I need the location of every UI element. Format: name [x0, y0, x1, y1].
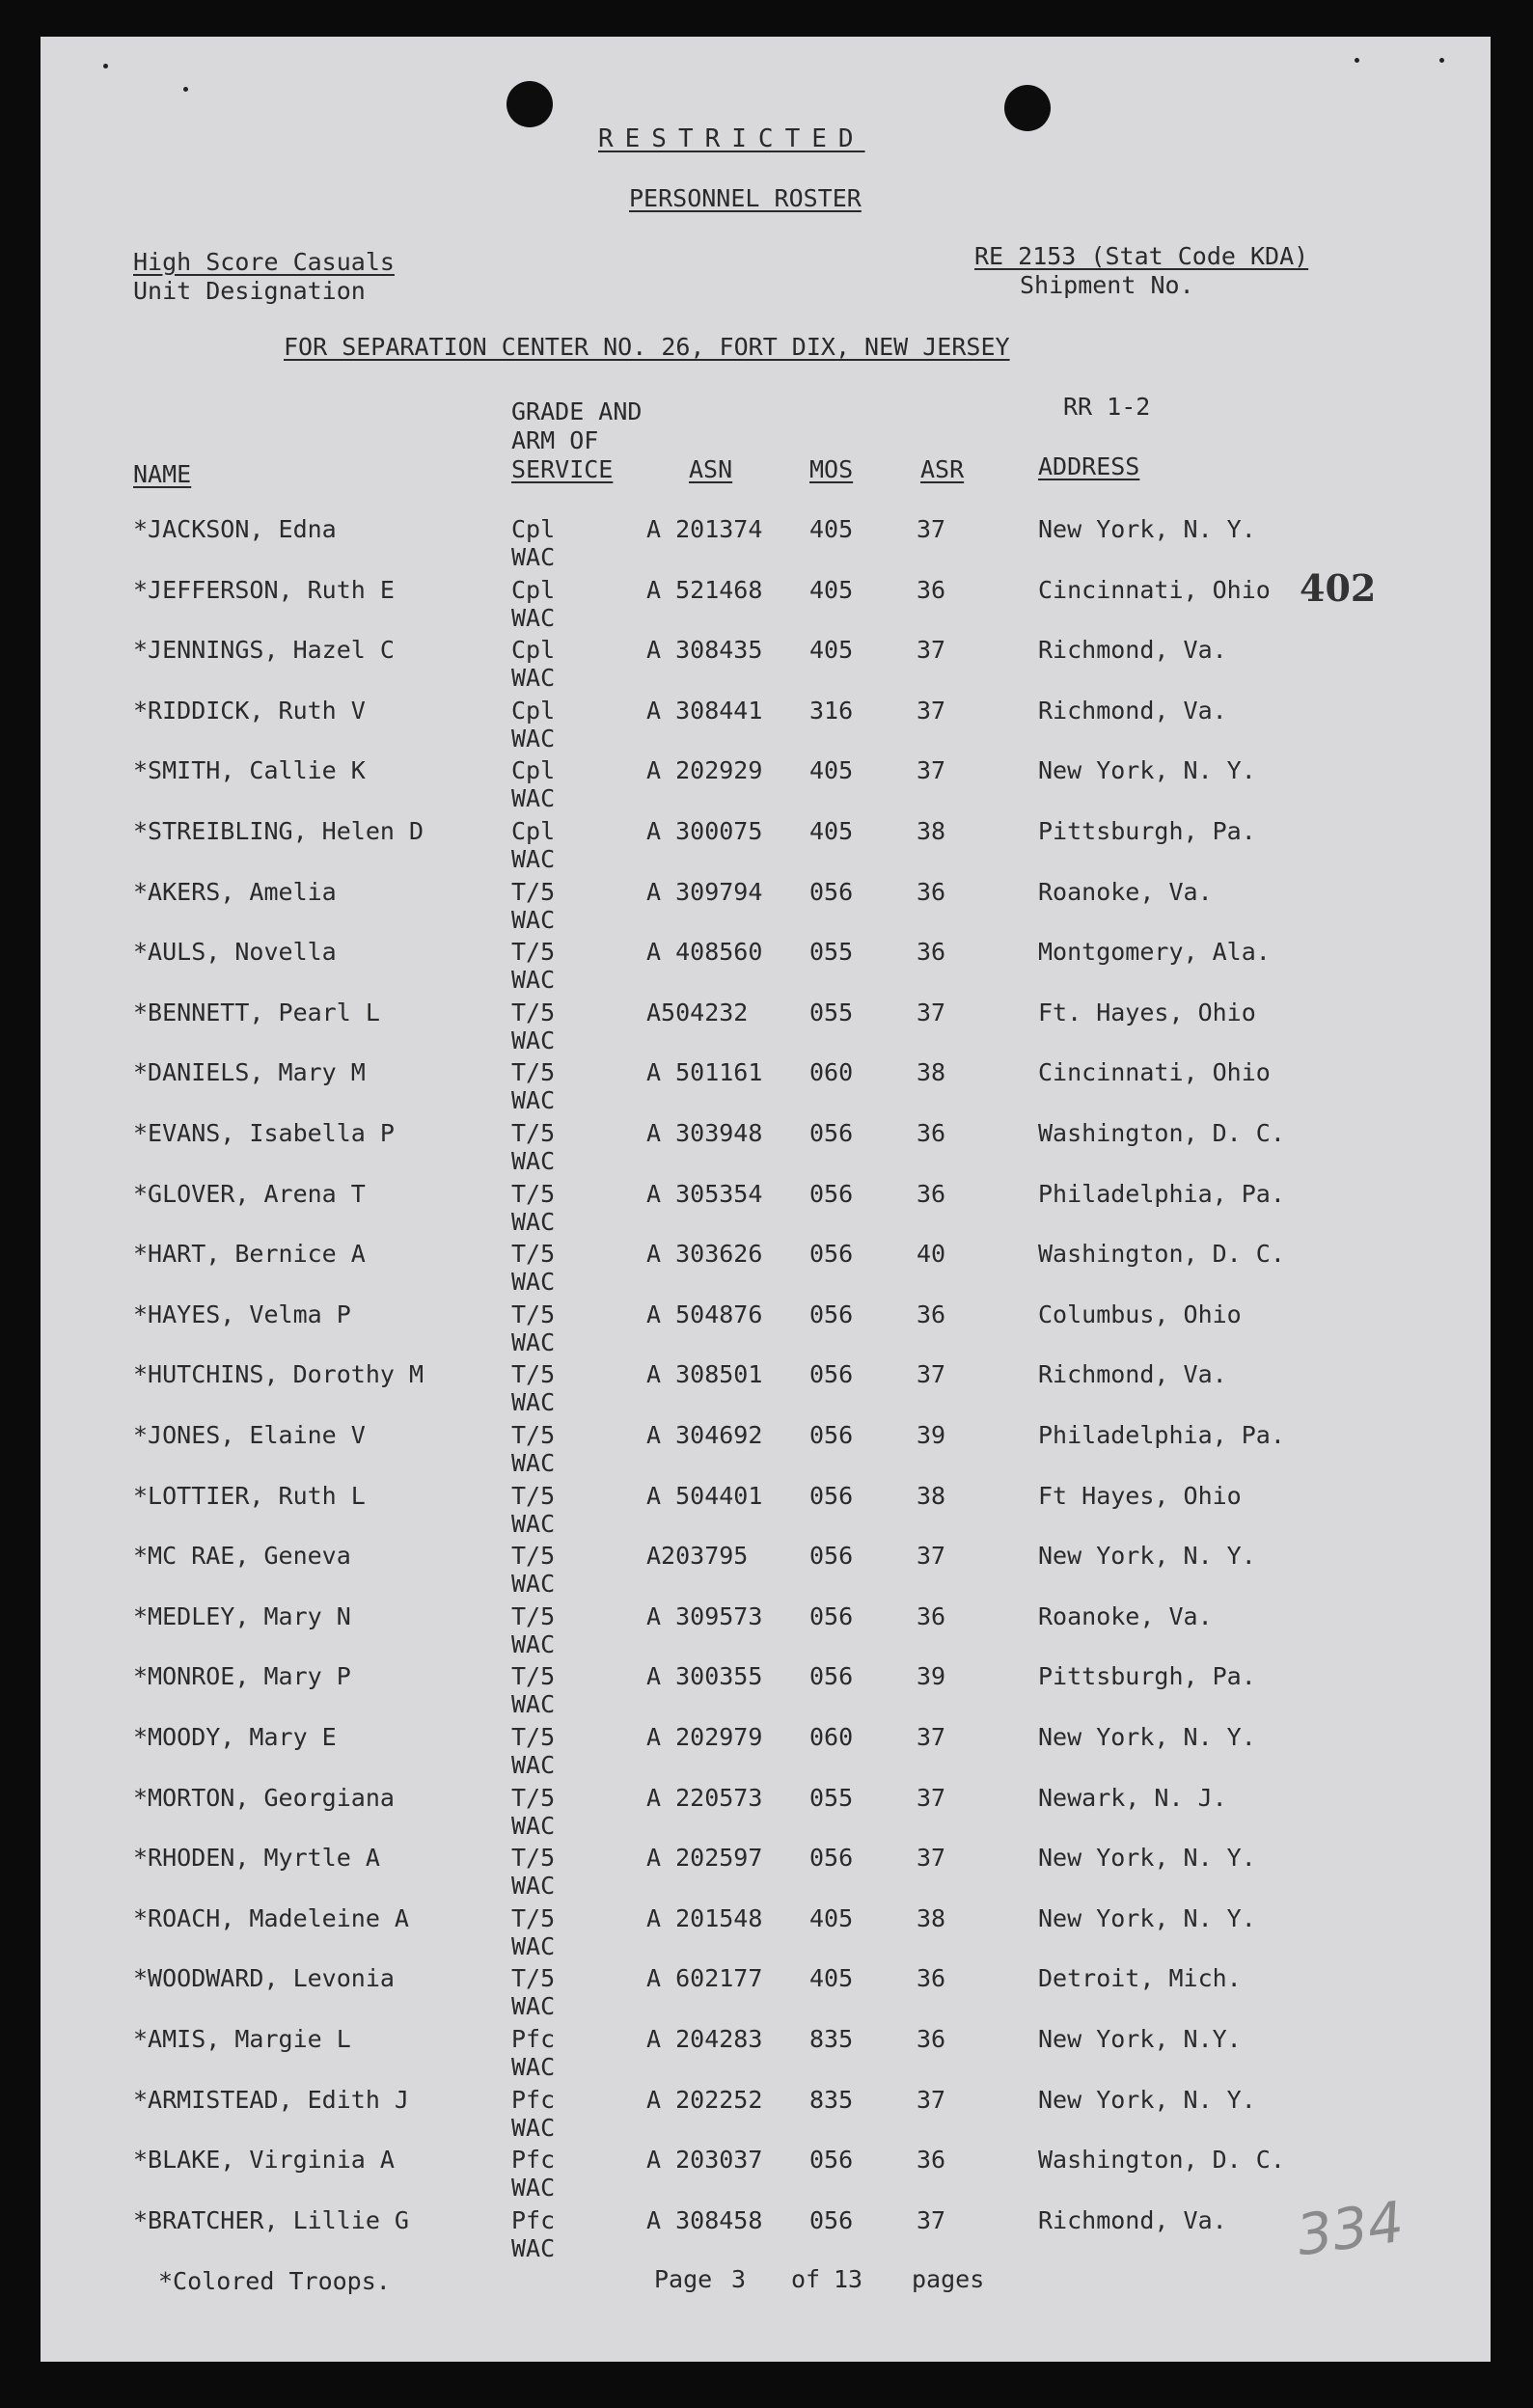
roster-grade: Cpl — [511, 636, 556, 665]
roster-grade: T/5 — [511, 1300, 556, 1328]
roster-address: Newark, N. J. — [1038, 1783, 1227, 1812]
table-row — [41, 566, 1491, 637]
table-row — [41, 1543, 1491, 1602]
roster-mos: 056 — [809, 1481, 854, 1510]
roster-arm-of-service: WAC — [511, 1570, 556, 1599]
roster-address: Roanoke, Va. — [1038, 1601, 1213, 1630]
footnote: *Colored Troops. — [158, 2267, 391, 2295]
column-asn: ASN — [689, 455, 733, 483]
roster-mos: 056 — [809, 1240, 854, 1269]
roster-mos: 056 — [809, 1119, 854, 1147]
roster-asn: A 408560 — [646, 938, 763, 967]
roster-mos: 056 — [809, 1601, 854, 1630]
roster-name: *AULS, Novella — [133, 938, 337, 967]
roster-asr: 36 — [917, 2146, 946, 2175]
roster-name: *HAYES, Velma P — [133, 1300, 351, 1328]
table-row — [41, 1059, 1491, 1119]
roster-arm-of-service: WAC — [511, 1026, 556, 1054]
roster-asr: 36 — [917, 2025, 946, 2053]
speck — [103, 64, 108, 68]
roster-asn: A 202252 — [646, 2085, 763, 2114]
roster-asn: A 202597 — [646, 1844, 763, 1873]
roster-asn: A 501161 — [646, 1058, 763, 1087]
roster-asr: 37 — [917, 2085, 946, 2114]
roster-address: Richmond, Va. — [1038, 696, 1227, 725]
roster-asn: A 309573 — [646, 1601, 763, 1630]
destination-line: FOR SEPARATION CENTER NO. 26, FORT DIX, NEW JERSEY — [284, 333, 1010, 361]
roster-address: New York, N.Y. — [1038, 2025, 1242, 2053]
roster-asn: A 201374 — [646, 515, 763, 543]
roster-asn: A 308501 — [646, 1360, 763, 1389]
roster-asr: 37 — [917, 1360, 946, 1389]
roster-mos: 056 — [809, 2146, 854, 2175]
roster-address: New York, N. Y. — [1038, 515, 1256, 543]
roster-mos: 405 — [809, 636, 854, 665]
roster-mos: 835 — [809, 2085, 854, 2114]
table-row — [41, 1483, 1491, 1543]
roster-grade: T/5 — [511, 1360, 556, 1389]
speck — [1439, 58, 1444, 63]
roster-mos: 056 — [809, 1662, 854, 1691]
roster-mos: 056 — [809, 1360, 854, 1389]
page-number: 3 — [731, 2265, 747, 2293]
roster-arm-of-service: WAC — [511, 2053, 556, 2081]
roster-asr: 37 — [917, 756, 946, 785]
roster-asn: A 308458 — [646, 2205, 763, 2234]
roster-arm-of-service: WAC — [511, 966, 556, 995]
roster-grade: T/5 — [511, 1481, 556, 1510]
roster-asn: A 220573 — [646, 1783, 763, 1812]
speck — [183, 87, 188, 92]
roster-asr: 37 — [917, 1542, 946, 1571]
of-word: of — [791, 2265, 821, 2293]
table-row — [41, 1965, 1491, 2025]
roster-arm-of-service: WAC — [511, 724, 556, 752]
roster-address: Ft. Hayes, Ohio — [1038, 998, 1256, 1026]
table-row — [41, 1663, 1491, 1723]
roster-grade: Pfc — [511, 2085, 556, 2114]
table-row — [41, 1905, 1491, 1965]
table-row — [41, 879, 1491, 939]
roster-address: New York, N. Y. — [1038, 1903, 1256, 1932]
roster-grade: T/5 — [511, 1119, 556, 1147]
roster-name: *SMITH, Callie K — [133, 756, 366, 785]
roster-grade: T/5 — [511, 1723, 556, 1751]
table-row — [41, 2147, 1491, 2206]
roster-asr: 37 — [917, 1844, 946, 1873]
roster-asn: A203795 — [646, 1542, 749, 1571]
roster-address: Richmond, Va. — [1038, 1360, 1227, 1389]
roster-address: Ft Hayes, Ohio — [1038, 1481, 1242, 1510]
page-word: Page — [654, 2265, 713, 2293]
roster-asn: A 304692 — [646, 1421, 763, 1449]
roster-arm-of-service: WAC — [511, 1147, 556, 1175]
roster-name: *LOTTIER, Ruth L — [133, 1481, 366, 1510]
roster-name: *DANIELS, Mary M — [133, 1058, 366, 1087]
unit-name: High Score Casuals — [133, 248, 395, 276]
roster-grade: Cpl — [511, 817, 556, 845]
roster-name: *EVANS, Isabella P — [133, 1119, 395, 1147]
roster-name: *MEDLEY, Mary N — [133, 1601, 351, 1630]
roster-name: *GLOVER, Arena T — [133, 1179, 366, 1208]
roster-asn: A 204283 — [646, 2025, 763, 2053]
roster-address: New York, N. Y. — [1038, 2085, 1256, 2114]
roster-arm-of-service: WAC — [511, 543, 556, 571]
roster-arm-of-service: WAC — [511, 664, 556, 693]
roster-address: Pittsburgh, Pa. — [1038, 1662, 1256, 1691]
roster-title: PERSONNEL ROSTER — [629, 184, 862, 212]
roster-arm-of-service: WAC — [511, 1327, 556, 1356]
roster-mos: 055 — [809, 1783, 854, 1812]
table-row — [41, 1241, 1491, 1300]
roster-address: Roanoke, Va. — [1038, 877, 1213, 906]
roster-address: Cincinnati, Ohio — [1038, 1058, 1271, 1087]
roster-mos: 405 — [809, 575, 854, 604]
roster-grade: T/5 — [511, 1421, 556, 1449]
roster-arm-of-service: WAC — [511, 1690, 556, 1719]
roster-address: New York, N. Y. — [1038, 1542, 1256, 1571]
table-row — [41, 939, 1491, 999]
roster-name: *ROACH, Madeleine A — [133, 1903, 409, 1932]
roster-grade: T/5 — [511, 1662, 556, 1691]
roster-asr: 36 — [917, 1964, 946, 1993]
table-row — [41, 999, 1491, 1059]
roster-mos: 060 — [809, 1723, 854, 1751]
roster-grade: T/5 — [511, 1058, 556, 1087]
table-row — [41, 1120, 1491, 1180]
roster-grade: Cpl — [511, 696, 556, 725]
roster-mos: 056 — [809, 1179, 854, 1208]
roster-grade: T/5 — [511, 1964, 556, 1993]
roster-mos: 835 — [809, 2025, 854, 2053]
roster-mos: 056 — [809, 1844, 854, 1873]
roster-mos: 405 — [809, 817, 854, 845]
roster-mos: 405 — [809, 756, 854, 785]
roster-address: New York, N. Y. — [1038, 756, 1256, 785]
roster-asr: 38 — [917, 1903, 946, 1932]
roster-asn: A 303626 — [646, 1240, 763, 1269]
handwritten-number: 334 — [1292, 2188, 1408, 2269]
roster-asn: A 309794 — [646, 877, 763, 906]
pages-word: pages — [912, 2265, 985, 2293]
roster-address: Philadelphia, Pa. — [1038, 1421, 1285, 1449]
roster-grade: Pfc — [511, 2205, 556, 2234]
roster-name: *MORTON, Georgiana — [133, 1783, 395, 1812]
roster-asr: 37 — [917, 515, 946, 543]
roster-name: *RHODEN, Myrtle A — [133, 1844, 380, 1873]
roster-name: *STREIBLING, Helen D — [133, 817, 424, 845]
stamp-number: 402 — [1300, 566, 1377, 610]
roster-grade: Pfc — [511, 2025, 556, 2053]
roster-mos: 056 — [809, 1300, 854, 1328]
roster-grade: Cpl — [511, 515, 556, 543]
roster-mos: 405 — [809, 1903, 854, 1932]
column-asr: ASR — [920, 455, 965, 483]
roster-asn: A 305354 — [646, 1179, 763, 1208]
roster-mos: 056 — [809, 2205, 854, 2234]
column-grade-line3: SERVICE — [511, 455, 614, 483]
roster-asr: 36 — [917, 1300, 946, 1328]
roster-address: Richmond, Va. — [1038, 2205, 1227, 2234]
roster-name: *WOODWARD, Levonia — [133, 1964, 395, 1993]
table-row — [41, 1301, 1491, 1361]
column-mos: MOS — [809, 455, 854, 483]
roster-grade: T/5 — [511, 1783, 556, 1812]
roster-name: *MC RAE, Geneva — [133, 1542, 351, 1571]
roster-arm-of-service: WAC — [511, 784, 556, 813]
roster-address: Washington, D. C. — [1038, 1240, 1285, 1269]
roster-name: *AMIS, Margie L — [133, 2025, 351, 2053]
roster-arm-of-service: WAC — [511, 1629, 556, 1658]
unit-label: Unit Designation — [133, 277, 366, 305]
shipment-number: RE 2153 (Stat Code KDA) — [974, 242, 1309, 270]
roster-name: *BRATCHER, Lillie G — [133, 2205, 409, 2234]
roster-grade: T/5 — [511, 1542, 556, 1571]
roster-arm-of-service: WAC — [511, 1811, 556, 1840]
roster-arm-of-service: WAC — [511, 845, 556, 873]
roster-arm-of-service: WAC — [511, 2174, 556, 2203]
roster-grade: T/5 — [511, 998, 556, 1026]
roster-asn: A 308441 — [646, 696, 763, 725]
roster-grade: T/5 — [511, 1601, 556, 1630]
roster-asr: 37 — [917, 636, 946, 665]
roster-asr: 36 — [917, 1601, 946, 1630]
table-row — [41, 2026, 1491, 2086]
roster-asr: 37 — [917, 998, 946, 1026]
roster-asn: A 504876 — [646, 1300, 763, 1328]
table-row — [41, 1181, 1491, 1241]
roster-asr: 36 — [917, 575, 946, 604]
roster-address: Columbus, Ohio — [1038, 1300, 1242, 1328]
roster-asr: 37 — [917, 2205, 946, 2234]
roster-name: *JENNINGS, Hazel C — [133, 636, 395, 665]
roster-address: Detroit, Mich. — [1038, 1964, 1242, 1993]
roster-grade: T/5 — [511, 1179, 556, 1208]
roster-asn: A 300355 — [646, 1662, 763, 1691]
roster-mos: 055 — [809, 998, 854, 1026]
roster-arm-of-service: WAC — [511, 1086, 556, 1115]
roster-asn: A 602177 — [646, 1964, 763, 1993]
roster-asr: 39 — [917, 1421, 946, 1449]
roster-address: New York, N. Y. — [1038, 1723, 1256, 1751]
table-row — [41, 1845, 1491, 1904]
table-row — [41, 2087, 1491, 2147]
rr-label: RR 1-2 — [1063, 393, 1151, 421]
roster-grade: Cpl — [511, 756, 556, 785]
roster-asn: A 308435 — [646, 636, 763, 665]
roster-arm-of-service: WAC — [511, 2233, 556, 2262]
roster-address: Cincinnati, Ohio — [1038, 575, 1271, 604]
table-row — [41, 2188, 1491, 2269]
roster-name: *BENNETT, Pearl L — [133, 998, 380, 1026]
roster-mos: 056 — [809, 1542, 854, 1571]
roster-arm-of-service: WAC — [511, 1388, 556, 1417]
roster-page — [41, 37, 1491, 2362]
table-row — [41, 516, 1491, 576]
table-row — [41, 1361, 1491, 1421]
roster-arm-of-service: WAC — [511, 603, 556, 632]
roster-arm-of-service: WAC — [511, 1207, 556, 1236]
roster-asr: 40 — [917, 1240, 946, 1269]
roster-address: Pittsburgh, Pa. — [1038, 817, 1256, 845]
roster-name: *JACKSON, Edna — [133, 515, 337, 543]
column-name: NAME — [133, 460, 192, 488]
roster-name: *ARMISTEAD, Edith J — [133, 2085, 409, 2114]
roster-arm-of-service: WAC — [511, 1931, 556, 1960]
roster-name: *BLAKE, Virginia A — [133, 2146, 395, 2175]
roster-address: Washington, D. C. — [1038, 2146, 1285, 2175]
table-row — [41, 818, 1491, 878]
speck — [1355, 58, 1359, 63]
roster-name: *JONES, Elaine V — [133, 1421, 366, 1449]
roster-address: Montgomery, Ala. — [1038, 938, 1271, 967]
punch-hole-right — [1004, 85, 1051, 131]
table-row — [41, 1603, 1491, 1663]
punch-hole-left — [506, 81, 553, 127]
roster-name: *JEFFERSON, Ruth E — [133, 575, 395, 604]
roster-asn: A 303948 — [646, 1119, 763, 1147]
roster-mos: 060 — [809, 1058, 854, 1087]
shipment-label: Shipment No. — [1020, 271, 1194, 299]
table-row — [41, 1785, 1491, 1845]
roster-asn: A 201548 — [646, 1903, 763, 1932]
roster-arm-of-service: WAC — [511, 1751, 556, 1779]
roster-asr: 38 — [917, 1058, 946, 1087]
roster-name: *AKERS, Amelia — [133, 877, 337, 906]
roster-arm-of-service: WAC — [511, 2113, 556, 2142]
table-row — [41, 757, 1491, 817]
roster-address: Philadelphia, Pa. — [1038, 1179, 1285, 1208]
roster-grade: T/5 — [511, 1240, 556, 1269]
roster-asn: A 521468 — [646, 575, 763, 604]
roster-asr: 37 — [917, 1723, 946, 1751]
roster-arm-of-service: WAC — [511, 1992, 556, 2021]
roster-asr: 38 — [917, 817, 946, 845]
table-row — [41, 1724, 1491, 1784]
roster-asr: 36 — [917, 938, 946, 967]
total-pages: 13 — [834, 2265, 863, 2293]
column-grade-line2: ARM OF — [511, 426, 599, 454]
roster-asn: A 202929 — [646, 756, 763, 785]
column-grade-line1: GRADE AND — [511, 397, 643, 425]
roster-mos: 405 — [809, 1964, 854, 1993]
roster-address: Washington, D. C. — [1038, 1119, 1285, 1147]
roster-grade: Cpl — [511, 575, 556, 604]
roster-arm-of-service: WAC — [511, 1268, 556, 1297]
roster-asn: A 203037 — [646, 2146, 763, 2175]
roster-address: New York, N. Y. — [1038, 1844, 1256, 1873]
roster-grade: T/5 — [511, 1844, 556, 1873]
roster-asn: A 504401 — [646, 1481, 763, 1510]
roster-mos: 405 — [809, 515, 854, 543]
roster-asr: 38 — [917, 1481, 946, 1510]
roster-arm-of-service: WAC — [511, 1509, 556, 1538]
roster-mos: 056 — [809, 877, 854, 906]
roster-grade: T/5 — [511, 1903, 556, 1932]
roster-name: *MOODY, Mary E — [133, 1723, 337, 1751]
roster-asr: 37 — [917, 696, 946, 725]
roster-name: *MONROE, Mary P — [133, 1662, 351, 1691]
column-address: ADDRESS — [1038, 452, 1140, 480]
roster-mos: 055 — [809, 938, 854, 967]
roster-asr: 36 — [917, 877, 946, 906]
roster-name: *HART, Bernice A — [133, 1240, 366, 1269]
roster-name: *HUTCHINS, Dorothy M — [133, 1360, 424, 1389]
roster-name: *RIDDICK, Ruth V — [133, 696, 366, 725]
roster-grade: T/5 — [511, 877, 556, 906]
roster-asr: 37 — [917, 1783, 946, 1812]
table-row — [41, 1422, 1491, 1482]
roster-asr: 36 — [917, 1179, 946, 1208]
roster-mos: 056 — [809, 1421, 854, 1449]
roster-asn: A 202979 — [646, 1723, 763, 1751]
table-row — [41, 637, 1491, 697]
restricted-heading: RESTRICTED — [598, 124, 865, 153]
table-row — [41, 698, 1491, 757]
roster-arm-of-service: WAC — [511, 905, 556, 934]
roster-address: Richmond, Va. — [1038, 636, 1227, 665]
roster-grade: T/5 — [511, 938, 556, 967]
roster-asn: A504232 — [646, 998, 749, 1026]
roster-arm-of-service: WAC — [511, 1449, 556, 1477]
roster-asr: 39 — [917, 1662, 946, 1691]
roster-grade: Pfc — [511, 2146, 556, 2175]
roster-asn: A 300075 — [646, 817, 763, 845]
roster-asr: 36 — [917, 1119, 946, 1147]
roster-arm-of-service: WAC — [511, 1872, 556, 1901]
roster-mos: 316 — [809, 696, 854, 725]
